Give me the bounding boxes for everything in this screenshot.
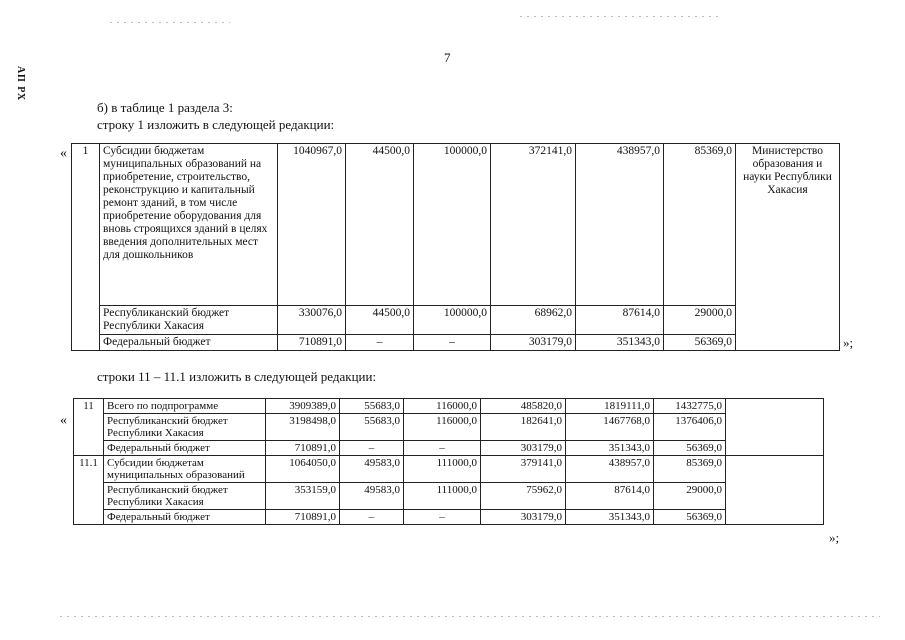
row-number: 11.1 [74,456,104,525]
cell-total: 1040967,0 [278,144,346,306]
responsible-body-empty [726,399,824,456]
cell-year-2: 100000,0 [414,144,491,306]
cell-year-5: 1432775,0 [654,399,726,414]
row-label: Федеральный бюджет [104,510,266,525]
row-label: Федеральный бюджет [100,335,278,351]
cell-total: 330076,0 [278,306,346,335]
row-label: Республиканский бюджет Республики Хакасия [104,414,266,441]
table-2-row-11-1-regional [74,483,824,510]
close-quote-1: »; [843,335,854,350]
cell-total: 710891,0 [278,335,346,351]
table-2-row-11-total [74,399,824,414]
cell-year-2: – [404,510,481,525]
table-1 [71,143,840,351]
cell-year-5: 29000,0 [664,306,736,335]
cell-year-2: 100000,0 [414,306,491,335]
cell-total: 710891,0 [266,510,340,525]
open-quote-2: « [60,413,67,428]
side-stamp: АП РХ [15,66,26,102]
table-2-row-11-1-main [74,456,824,483]
cell-year-4: 351343,0 [566,510,654,525]
cell-total: 1064050,0 [266,456,340,483]
row-label: Республиканский бюджет Республики Хакасия [104,483,266,510]
cell-total: 353159,0 [266,483,340,510]
responsible-body-empty [726,456,824,525]
cell-year-4: 438957,0 [566,456,654,483]
cell-year-1: – [340,441,404,456]
cell-year-2: 111000,0 [404,483,481,510]
row-label: Всего по подпрограмме [104,399,266,414]
open-quote-1: « [60,146,67,161]
cell-year-2: – [414,335,491,351]
table-2 [73,398,824,525]
cell-year-3: 485820,0 [481,399,566,414]
cell-total: 3909389,0 [266,399,340,414]
cell-year-4: 351343,0 [576,335,664,351]
cell-year-5: 1376406,0 [654,414,726,441]
cell-year-4: 351343,0 [566,441,654,456]
cell-year-3: 379141,0 [481,456,566,483]
cell-year-1: – [340,510,404,525]
close-quote-2: »; [829,530,840,545]
cell-year-5: 85369,0 [664,144,736,306]
cell-year-1: – [346,335,414,351]
cell-year-3: 75962,0 [481,483,566,510]
cell-year-3: 303179,0 [481,510,566,525]
table-1-row-regional [72,306,840,335]
cell-year-4: 438957,0 [576,144,664,306]
responsible-body: Министерство образования и науки Республики Хакасия [736,144,840,351]
cell-year-2: – [404,441,481,456]
cell-year-4: 87614,0 [576,306,664,335]
cell-year-4: 87614,0 [566,483,654,510]
cell-total: 3198498,0 [266,414,340,441]
cell-year-5: 56369,0 [654,510,726,525]
table-1-row-federal [72,335,840,351]
row-label: Субсидии бюджетам муниципальных образований [104,456,266,483]
cell-year-3: 68962,0 [491,306,576,335]
cell-year-1: 55683,0 [340,399,404,414]
cell-year-5: 85369,0 [654,456,726,483]
cell-year-4: 1819111,0 [566,399,654,414]
cell-year-3: 182641,0 [481,414,566,441]
row-label: Федеральный бюджет [104,441,266,456]
intro-line-1: б) в таблице 1 раздела 3: [97,100,233,115]
table-2-row-11-regional [74,414,824,441]
intro-line-2: строку 1 изложить в следующей редакции: [97,117,335,132]
cell-year-2: 116000,0 [404,414,481,441]
page-number: 7 [444,50,451,65]
cell-year-2: 111000,0 [404,456,481,483]
row-label: Субсидии бюджетам муниципальных образований на приобретение, строительство, реконструкцию и капитальный ремонт зданий, в том числе приобретение оборудования для вновь строящихся зданий в целях введения дополнительных мест для дошкольников [100,144,278,306]
cell-year-1: 44500,0 [346,144,414,306]
cell-year-1: 55683,0 [340,414,404,441]
cell-year-1: 49583,0 [340,456,404,483]
cell-year-5: 56369,0 [654,441,726,456]
row-number: 1 [72,144,100,351]
cell-year-5: 29000,0 [654,483,726,510]
row-number: 11 [74,399,104,456]
cell-year-3: 372141,0 [491,144,576,306]
cell-year-1: 44500,0 [346,306,414,335]
row-label: Республиканский бюджет Республики Хакасия [100,306,278,335]
cell-year-5: 56369,0 [664,335,736,351]
table-2-row-11-federal [74,441,824,456]
cell-year-3: 303179,0 [481,441,566,456]
cell-year-2: 116000,0 [404,399,481,414]
table-2-row-11-1-federal [74,510,824,525]
table-1-row-main [72,144,840,306]
cell-year-4: 1467768,0 [566,414,654,441]
cell-year-1: 49583,0 [340,483,404,510]
cell-total: 710891,0 [266,441,340,456]
cell-year-3: 303179,0 [491,335,576,351]
intro-line-3: строки 11 – 11.1 изложить в следующей редакции: [97,369,377,384]
